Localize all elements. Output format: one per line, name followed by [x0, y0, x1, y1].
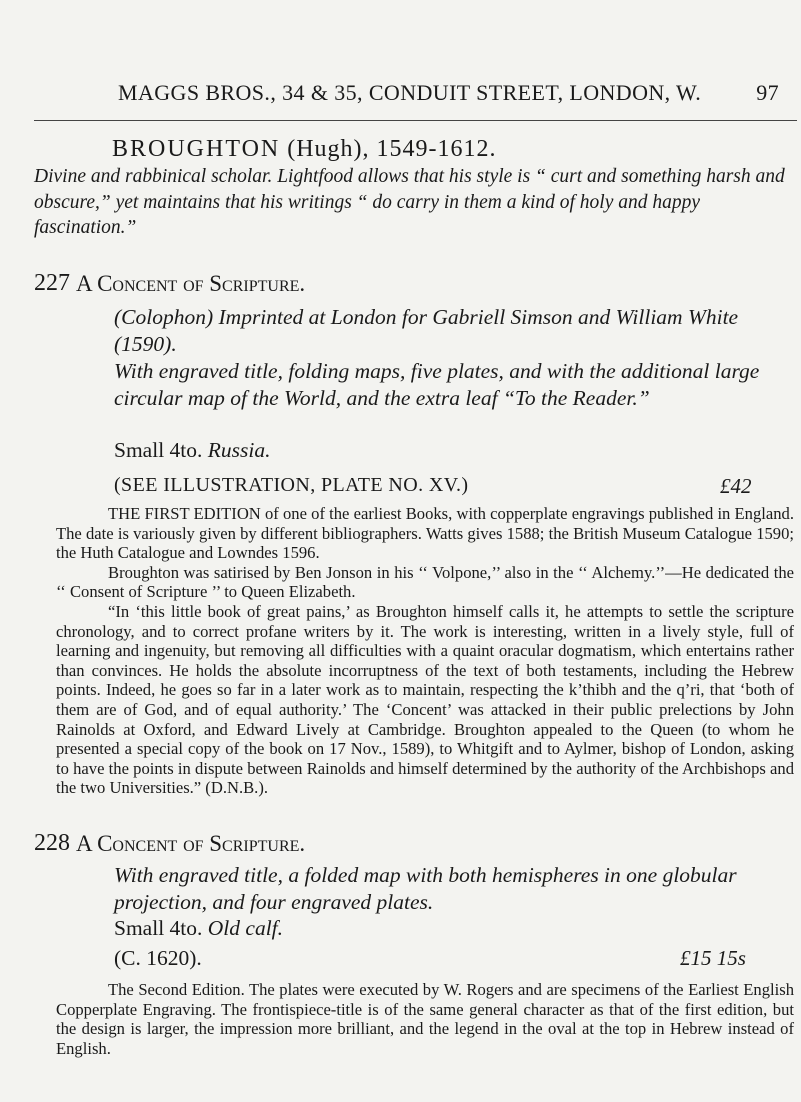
author-name: BROUGHTON: [112, 136, 281, 162]
running-header: [0, 80, 801, 110]
entry-binding: Old calf.: [207, 916, 284, 940]
entry-format-line: [114, 438, 271, 463]
entry-title: A Concent of Scripture.: [76, 831, 306, 856]
header-title: MAGGS BROS., 34 & 35, CONDUIT STREET, LONDON, W.: [118, 80, 702, 105]
page-number: 97: [756, 80, 779, 105]
author-dates: (Hugh), 1549-1612.: [280, 136, 497, 162]
entry-binding: Russia.: [207, 438, 271, 462]
author-heading: [112, 136, 497, 163]
entry-price: £15 15s: [680, 946, 746, 970]
entry-paragraph: THE FIRST EDITION of one of the earliest Books, with copperplate engravings published in England. The date is variously given by different bibliographers. Watts gives 1588; the British Museum Catalogue 1590; the Huth Catalogue and Lowndes 1596.: [56, 504, 794, 563]
header-rule: [34, 120, 797, 121]
entry-body: [56, 980, 794, 1058]
entry-illustration-note: (SEE ILLUSTRATION, PLATE NO. XV.): [114, 474, 469, 496]
entry-date: (C. 1620).: [114, 946, 202, 970]
entry-number: 227: [34, 270, 70, 296]
entry-format-line: [114, 916, 283, 941]
entry-paragraph: Broughton was satirised by Ben Jonson in his ‘‘ Volpone,’’ also in the ‘‘ Alchemy.’’—He dedicated the ‘‘ Consent of Scripture ’’ to Queen Elizabeth.: [56, 562, 794, 602]
entry-paragraph: “In ‘this little book of great pains,’ as Broughton himself calls it, he attempts to settle the scripture chronology, and to correct profane writers by it. The work is interesting, written in a lively style, full of learning and ingenuity, but removing all difficulties with a quaint oracular dogmatism, which entertains rather than convinces. He holds the absolute incorruptness of the text of both testaments, including the Hebrew points. Indeed, he goes so far in a later work as to maintain, respecting the k’thibh and the q’ri, that ‘both of them are of God, and of equal authority.’ The ‘Concent’ was attacked in their public prelections by John Rainolds at Oxford, and Edward Lively at Cambridge. Broughton appealed to the Queen (to whom he presented a special copy of the book on 17 Nov., 1589), to Whitgift and to Aylmer, bishop of London, asking to have the points in dispute between Rainolds and himself determined by the authority of the Archbishops and the two Universities.” (D.N.B.).: [56, 601, 794, 798]
entry-title: A Concent of Scripture.: [76, 271, 306, 296]
entry-description: With engraved title, folding maps, five plates, and with the additional large circular map of the World, and the extra leaf “To the Reader.”: [114, 359, 760, 410]
entry-body: [56, 504, 794, 798]
entry-format: Small 4to.: [114, 916, 203, 940]
entry-paragraph: The Second Edition. The plates were executed by W. Rogers and are specimens of the Earliest English Copperplate Engraving. The frontispiece-title is of the same general character as that of the first edition, but the design is larger, the impression more brilliant, and the legend in the oval at the top in Hebrew instead of English.: [56, 980, 794, 1058]
entry-number: 228: [34, 830, 70, 856]
entry-colophon: (Colophon) Imprinted at London for Gabriell Simson and William White (1590).: [114, 305, 739, 356]
entry-format: Small 4to.: [114, 438, 203, 462]
author-intro: Divine and rabbinical scholar. Lightfood allows that his style is “ curt and something harsh and obscure,” yet maintains that his writings “ do carry in them a kind of holy and happy fascination.”: [34, 166, 785, 238]
entry-description: With engraved title, a folded map with both hemispheres in one globular projection, and four engraved plates.: [114, 863, 737, 914]
entry-price: £42: [720, 474, 752, 498]
